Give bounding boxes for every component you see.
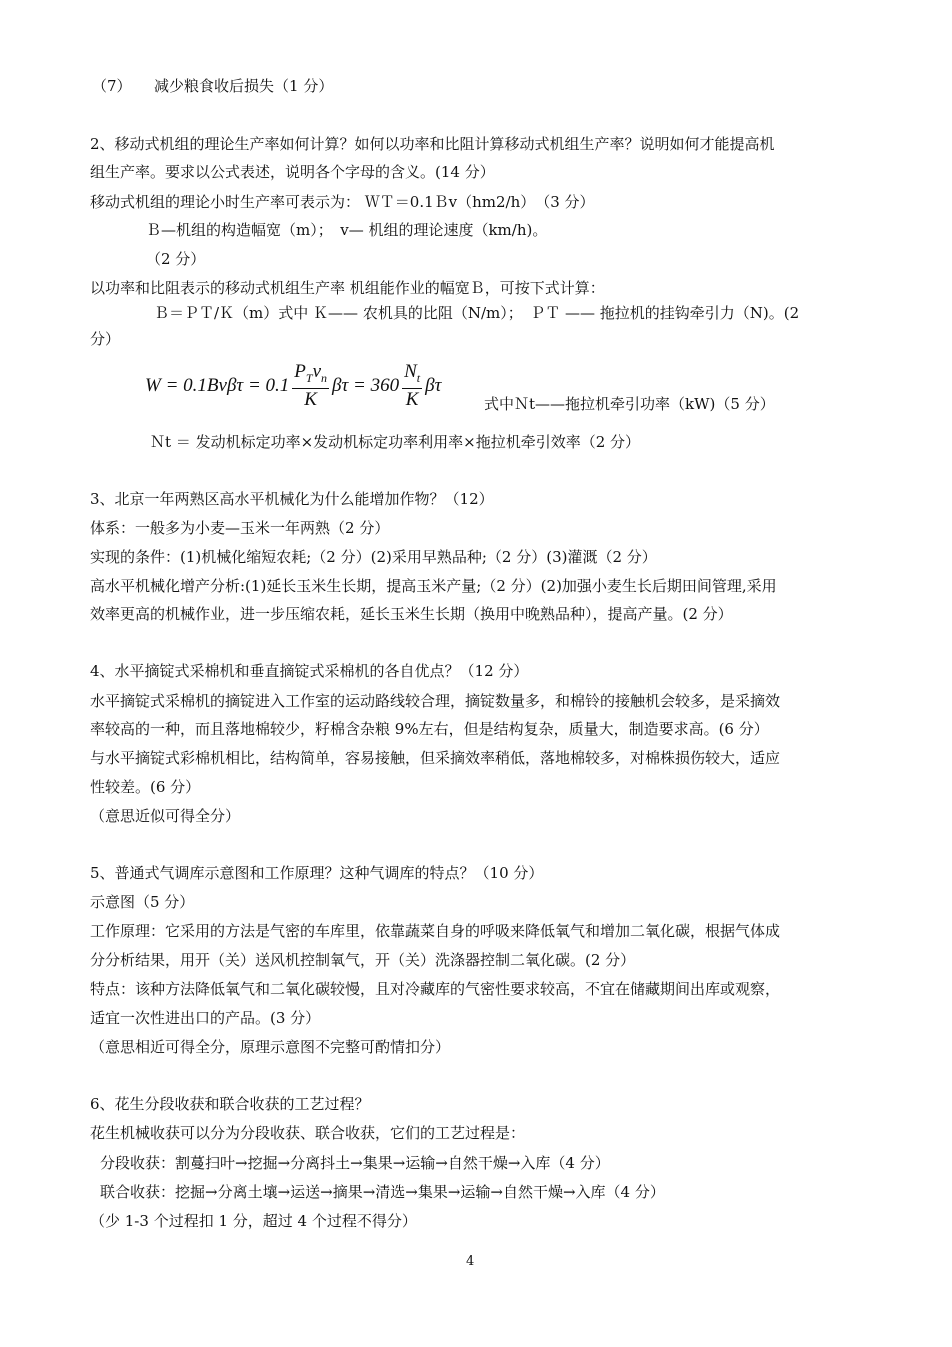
formula-fraction-1 (292, 361, 329, 412)
line-q2-h: Ｎt ＝ 发动机标定功率×发动机标定功率利用率×拖拉机牵引效率（2 分） (150, 433, 641, 451)
line-q2-d: 以功率和比阻表示的移动式机组生产率 机组能作业的幅宽Ｂ，可按下式计算： (90, 279, 605, 297)
line-q6-b: 分段收获：割蔓扫叶→挖掘→分离抖土→集果→运输→自然干燥→入库（4 分） (100, 1154, 610, 1172)
line-q3-b: 实现的条件：(1)机械化缩短农耗;（2 分）(2)采用早熟品种;（2 分）(3)灌溉（2 分） (90, 548, 657, 566)
frac1-num-sub1: T (305, 370, 313, 385)
line-q6-c: 联合收获：挖掘→分离土壤→运送→摘果→清选→集果→运输→自然干燥→入库（4 分） (100, 1183, 665, 1201)
question-5-title: 5、普通式气调库示意图和工作原理？这种气调库的特点？（10 分） (90, 864, 544, 882)
frac2-num-sub: t (416, 370, 421, 385)
question-6-title: 6、花生分段收获和联合收获的工艺过程？ (90, 1095, 370, 1113)
line-1: （7） 减少粮食收后损失（1 分） (92, 77, 334, 95)
formula-fraction-2 (402, 361, 422, 412)
frac1-num-base: P (294, 360, 306, 382)
line-q2-f: 分） (90, 330, 121, 348)
line-q5-e: 适宜一次性进出口的产品。(3 分） (90, 1009, 321, 1027)
formula-tail: βτ (425, 375, 442, 396)
line-q6-a: 花生机械收获可以分为分段收获、联合收获，它们的工艺过程是： (90, 1124, 526, 1142)
frac1-num-mid: v (312, 360, 322, 382)
line-q2-g: 式中Ｎt——拖拉机牵引功率（kW)（5 分） (484, 395, 775, 413)
formula-lhs: W = 0.1Bvβτ = 0.1 (145, 375, 290, 396)
line-q2-b: Ｂ—机组的构造幅宽（m）； v— 机组的理论速度（km/h)。 (146, 221, 548, 239)
question-3-title: 3、北京一年两熟区高水平机械化为什么能增加作物？（12） (90, 490, 494, 508)
line-q2-e: Ｂ＝ＰＴ/Ｋ（m）式中 Ｋ—— 农机具的比阻（N/m）； ＰＴ —— 拖拉机的挂钩牵引力（N)。(2 (154, 304, 800, 322)
line-q3-a: 体系：一般多为小麦—玉米一年两熟（2 分） (90, 519, 390, 537)
line-q6-d: （少 1-3 个过程扣 1 分，超过 4 个过程不得分） (90, 1212, 417, 1230)
line-q3-c: 高水平机械化增产分析:(1)延长玉米生长期，提高玉米产量;（2 分）(2)加强小麦生长后期田间管理,采用 (90, 577, 777, 595)
frac2-den: K (405, 389, 419, 411)
line-q5-c: 分分析结果，用开（关）送风机控制氧气，开（关）洗涤器控制二氧化碳。(2 分） (90, 951, 636, 969)
question-2-title: 2、移动式机组的理论生产率如何计算？如何以功率和比阻计算移动式机组生产率？说明如何才能提高机 (90, 135, 775, 153)
line-q4-d: 性较差。(6 分） (90, 778, 201, 796)
line-q5-a: 示意图（5 分） (90, 893, 195, 911)
frac1-num-sub2: n (321, 370, 328, 385)
question-4-title: 4、水平摘锭式采棉机和垂直摘锭式采棉机的各自优点？（12 分） (90, 662, 529, 680)
page-number: 4 (466, 1254, 475, 1269)
line-q2-a: 移动式机组的理论小时生产率可表示为： ＷＴ＝0.1Ｂv（hm2/h） （3 分） (90, 193, 595, 211)
question-2-title-cont: 组生产率。要求以公式表述，说明各个字母的含义。(14 分） (90, 163, 495, 181)
line-q5-b: 工作原理：它采用的方法是气密的车库里，依靠蔬菜自身的呼吸来降低氧气和增加二氧化碳，根据气体成 (90, 922, 781, 940)
line-q5-d: 特点：该种方法降低氧气和二氧化碳较慢，且对冷藏库的气密性要求较高，不宜在储藏期间出库或观察， (90, 980, 781, 998)
line-q4-c: 与水平摘锭式彩棉机相比，结构简单，容易接触，但采摘效率稍低，落地棉较多，对棉株损伤较大，适应 (90, 749, 781, 767)
line-q4-a: 水平摘锭式采棉机的摘锭进入工作室的运动路线较合理，摘锭数量多，和棉铃的接触机会较多，是采摘效 (90, 692, 781, 710)
frac2-num-base: N (404, 360, 417, 382)
line-q3-d: 效率更高的机械作业，进一步压缩农耗，延长玉米生长期（换用中晚熟品种），提高产量。(2 分） (90, 605, 733, 623)
line-q4-e: （意思近似可得全分） (90, 807, 241, 825)
line-q4-b: 率较高的一种，而且落地棉较少，籽棉含杂粮 9%左右，但是结构复杂，质量大，制造要求高。(6 分） (90, 720, 769, 738)
formula-mid: βτ = 360 (332, 375, 400, 396)
line-q5-f: （意思相近可得全分，原理示意图不完整可酌情扣分） (90, 1038, 451, 1056)
line-q2-c: （2 分） (146, 250, 206, 268)
frac1-den: K (304, 389, 317, 411)
formula (145, 358, 495, 414)
